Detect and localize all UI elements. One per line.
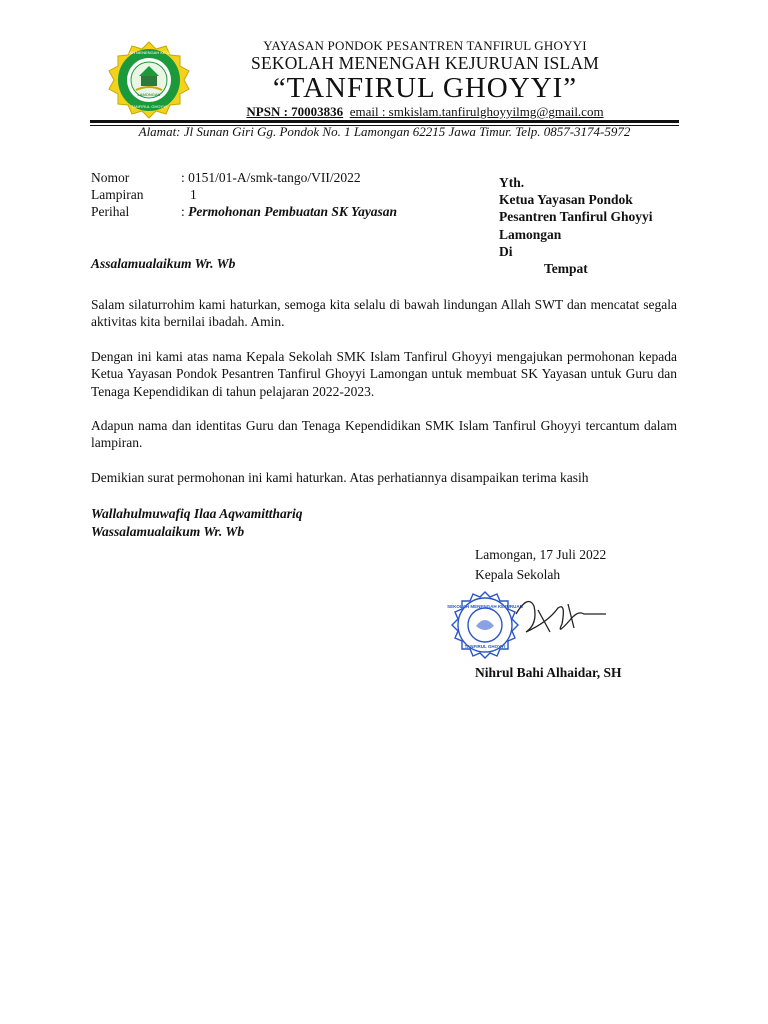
perihal-label: Perihal [91, 204, 130, 219]
perihal-colon: : [181, 204, 185, 219]
recipient-di: Di [499, 243, 513, 259]
paragraph-4: Demikian surat permohonan ini kami haturkan. Atas perhatiannya disampaikan terima kasih [91, 470, 589, 485]
school-address: Alamat: Jl Sunan Giri Gg. Pondok No. 1 Lamongan 62215 Jawa Timur. Telp. 0857-3174-5972 [138, 124, 631, 139]
recipient-org: Pesantren Tanfirul Ghoyyi [499, 209, 653, 225]
signature-scribble [516, 602, 606, 633]
logo-ring-text: SEKOLAH MENENGAH KEJURUAN [116, 50, 182, 55]
paragraph-2: Dengan ini kami atas nama Kepala Sekolah SMK Islam Tanfirul Ghoyyi mengajukan permohonan kepada Ketua Yayasan Pondok Pesantren Tanfirul Ghoyyi Lamongan untuk membuat SK Yayasan untuk Guru dan Tenaga Kependidikan di tahun pelajaran 2022-2023. [91, 349, 677, 399]
recipient-city: Lamongan [499, 226, 562, 242]
recipient-title: Ketua Yayasan Pondok [499, 192, 633, 208]
paragraph-3: Adapun nama dan identitas Guru dan Tenaga Kependidikan SMK Islam Tanfirul Ghoyyi tercantum dalam lampiran. [91, 418, 677, 451]
nomor-value: : 0151/01-A/smk-tango/VII/2022 [181, 170, 361, 185]
recipient-block [499, 174, 699, 277]
lampiran-value: 1 [190, 187, 197, 202]
email-link[interactable]: email : smkislam.tanfirulghoyyilmg@gmail.com [349, 104, 604, 119]
signature-place-date: Lamongan, 17 Juli 2022 [475, 547, 607, 562]
closing-line-1: Wallahulmuwafiq Ilaa Aqwamitthariq [91, 506, 303, 521]
perihal-row [181, 204, 397, 220]
school-stamp [438, 584, 618, 666]
header-divider-thick [90, 120, 679, 123]
signature-name: Nihrul Bahi Alhaidar, SH [475, 665, 622, 680]
closing-line-2: Wassalamualaikum Wr. Wb [91, 523, 245, 539]
foundation-name: YAYASAN PONDOK PESANTREN TANFIRUL GHOYYI [263, 38, 587, 53]
school-type: SEKOLAH MENENGAH KEJURUAN ISLAM [251, 53, 599, 73]
lampiran-label: Lampiran [91, 187, 144, 202]
perihal-value: Permohonan Pembuatan SK Yayasan [188, 204, 398, 219]
closing-block [91, 505, 303, 540]
logo-bottom-text: TANFIRUL GHOYYI [131, 104, 167, 109]
stamp-ring-text: SEKOLAH MENENGAH KEJURUAN [447, 604, 523, 609]
npsn: NPSN : 70003836 [246, 104, 344, 119]
logo-center-text: LAMONGAN [137, 92, 161, 97]
paragraph-1: Salam silaturrohim kami haturkan, semoga kita selalu di bawah lindungan Allah SWT dan mencatat segala aktivitas kita bernilai ibadah. Amin. [91, 297, 677, 330]
recipient-yth: Yth. [499, 175, 525, 190]
nomor-label: Nomor [91, 170, 130, 185]
recipient-tempat: Tempat [544, 261, 588, 277]
school-name: “TANFIRUL GHOYYI” [272, 72, 578, 104]
greeting: Assalamualaikum Wr. Wb [91, 256, 236, 271]
npsn-email-line [150, 104, 700, 120]
signature-role: Kepala Sekolah [475, 567, 561, 582]
stamp-bottom-text: TANFIRUL GHOYYI [464, 644, 506, 649]
